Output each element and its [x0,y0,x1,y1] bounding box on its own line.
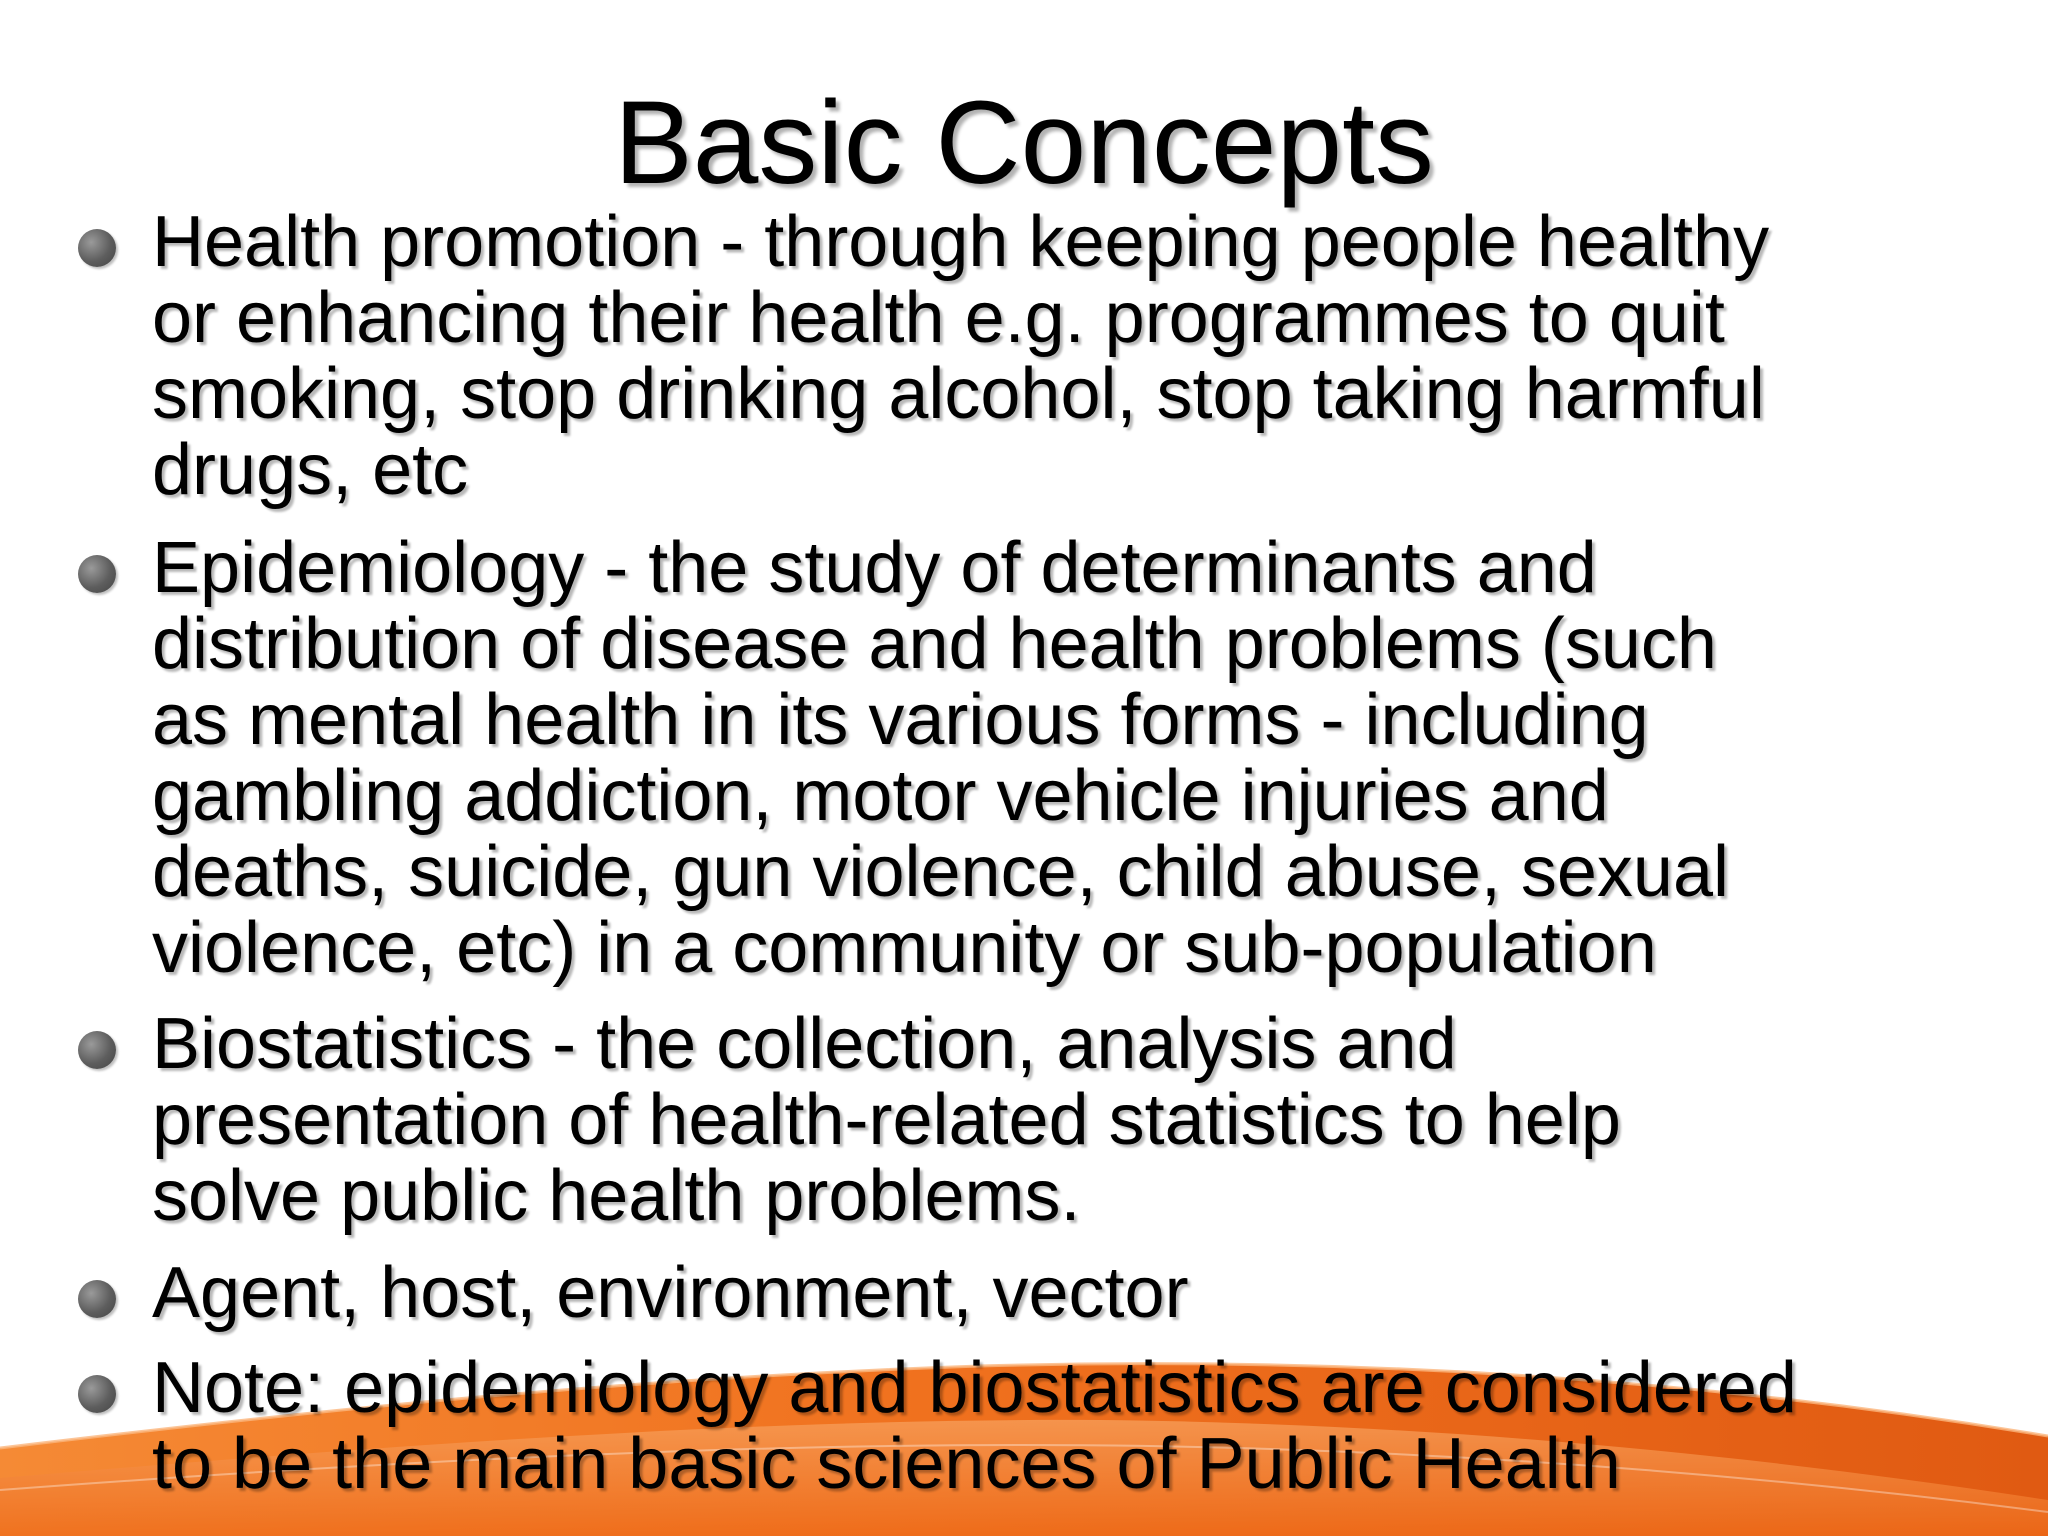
bullet-line: deaths, suicide, gun violence, child abuse, sexual [152,832,1730,912]
slide-title: Basic Concepts [614,77,1434,209]
bullet-text [152,1006,2032,1234]
bullet-line: distribution of disease and health problems (such [152,604,1717,684]
bullet-text [152,1255,2032,1331]
bullet-line: as mental health in its various forms - including [152,680,1649,760]
bullet-line: Health promotion - through keeping people healthy [152,202,1770,282]
bullet-text [152,1350,2032,1502]
bullet-line: solve public health problems. [152,1156,1081,1236]
bullet-line: gambling addiction, motor vehicle injuries and [152,756,1609,836]
bullet-line: to be the main basic sciences of Public Health [152,1424,1621,1504]
bullet-line: Epidemiology - the study of determinants and [152,528,1597,608]
bullet-text [152,204,2032,508]
bullet-line: drugs, etc [152,430,469,510]
bullet-dot-icon [78,555,116,593]
bullet-line: violence, etc) in a community or sub-population [152,908,1657,988]
bullet-dot-icon [78,229,116,267]
bullet-line: or enhancing their health e.g. programmes to quit [152,278,1725,358]
bullet-line: smoking, stop drinking alcohol, stop taking harmful [152,354,1765,434]
bullet-line: presentation of health-related statistics to help [152,1080,1621,1160]
bullet-dot-icon [78,1375,116,1413]
bullet-dot-icon [78,1031,116,1069]
bullet-dot-icon [78,1280,116,1318]
bullet-text [152,530,2032,986]
bullet-line: Note: epidemiology and biostatistics are considered [152,1348,1797,1428]
bullet-line: Biostatistics - the collection, analysis and [152,1004,1457,1084]
bullet-line: Agent, host, environment, vector [152,1253,1189,1333]
